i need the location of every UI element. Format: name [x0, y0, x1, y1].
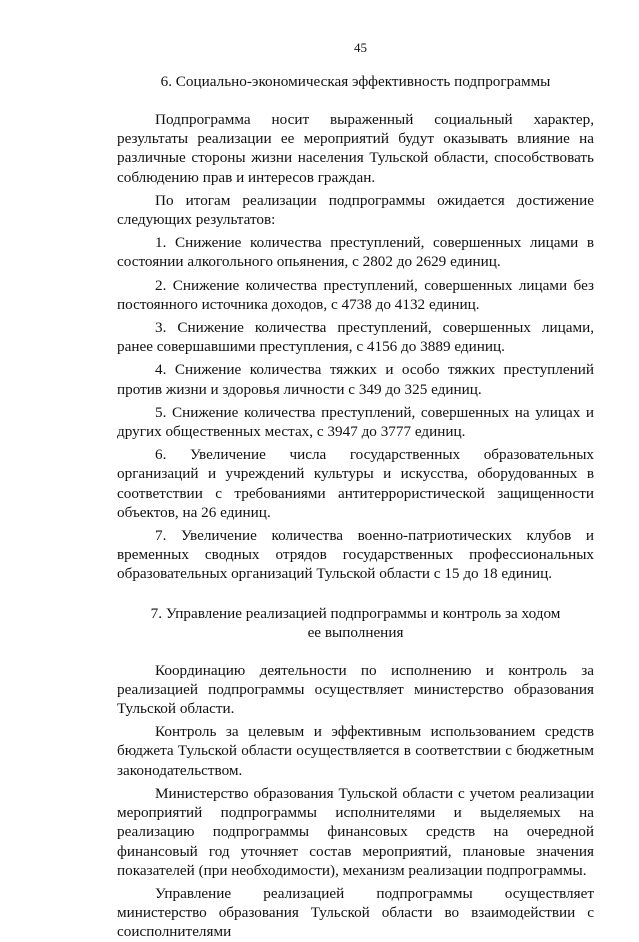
paragraph: Контроль за целевым и эффективным использованием средств бюджета Тульской области осуществляется в соответствии с бюджетным законодательством.	[117, 723, 594, 779]
result-item-6: 6. Увеличение числа государственных образовательных организаций и учреждений культуры и искусства, оборудованных в соответствии с требованиями антитеррористической защищенности объектов, на 26 единиц.	[117, 446, 594, 521]
section-6-heading: 6. Социально-экономическая эффективность подпрограммы	[160, 73, 551, 90]
section-gap	[117, 588, 594, 604]
paragraph: Министерство образования Тульской области с учетом реализации мероприятий подпрограммы исполнителями и выделяемых на реализацию подпрограммы финансовых средств на очередной финансовый год уточняет состав мероприятий, плановые значения показателей (при необходимости), механизм реализации подпрограммы.	[117, 784, 594, 879]
section-6-body	[117, 110, 594, 584]
paragraph: Управление реализацией подпрограммы осуществляет министерство образования Тульской области во взаимодействии с соисполнителями	[117, 884, 594, 941]
result-item-4: 4. Снижение количества тяжких и особо тяжких преступлений против жизни и здоровья личности с 349 до 325 единиц.	[117, 361, 594, 398]
result-item-2: 2. Снижение количества преступлений, совершенных лицами без постоянного источника доходов, с 4738 до 4132 единиц.	[117, 276, 594, 313]
paragraph: По итогам реализации подпрограммы ожидается достижение следующих результатов:	[117, 191, 594, 229]
paragraph: Координацию деятельности по исполнению и контроль за реализацией подпрограммы осуществляет министерство образования Тульской области.	[117, 661, 594, 718]
result-item-5: 5. Снижение количества преступлений, совершенных на улицах и других общественных местах, с 3947 до 3777 единиц.	[117, 403, 594, 441]
paragraph: Подпрограмма носит выраженный социальный характер, результаты реализации ее мероприятий будут оказывать влияние на различные стороны жизни населения Тульской области, способствовать соблюдению прав и интересов граждан.	[117, 111, 594, 186]
page-number: 45	[354, 40, 367, 55]
result-item-1: 1. Снижение количества преступлений, совершенных лицами в состоянии алкогольного опьянения, с 2802 до 2629 единиц.	[117, 234, 594, 271]
section-7-heading-line-1: 7. Управление реализацией подпрограммы и контроль за ходом	[150, 604, 561, 622]
result-item-3: 3. Снижение количества преступлений, совершенных лицами, ранее совершавшими преступления, с 4156 до 3889 единиц.	[117, 319, 594, 356]
section-7-body	[117, 661, 594, 942]
section-7-heading-line-2: ее выполнения	[307, 623, 404, 641]
result-item-7: 7. Увеличение количества военно-патриотических клубов и временных сводных отрядов государственных профессиональных образовательных организаций Тульской области с 15 до 18 единиц.	[117, 527, 594, 583]
